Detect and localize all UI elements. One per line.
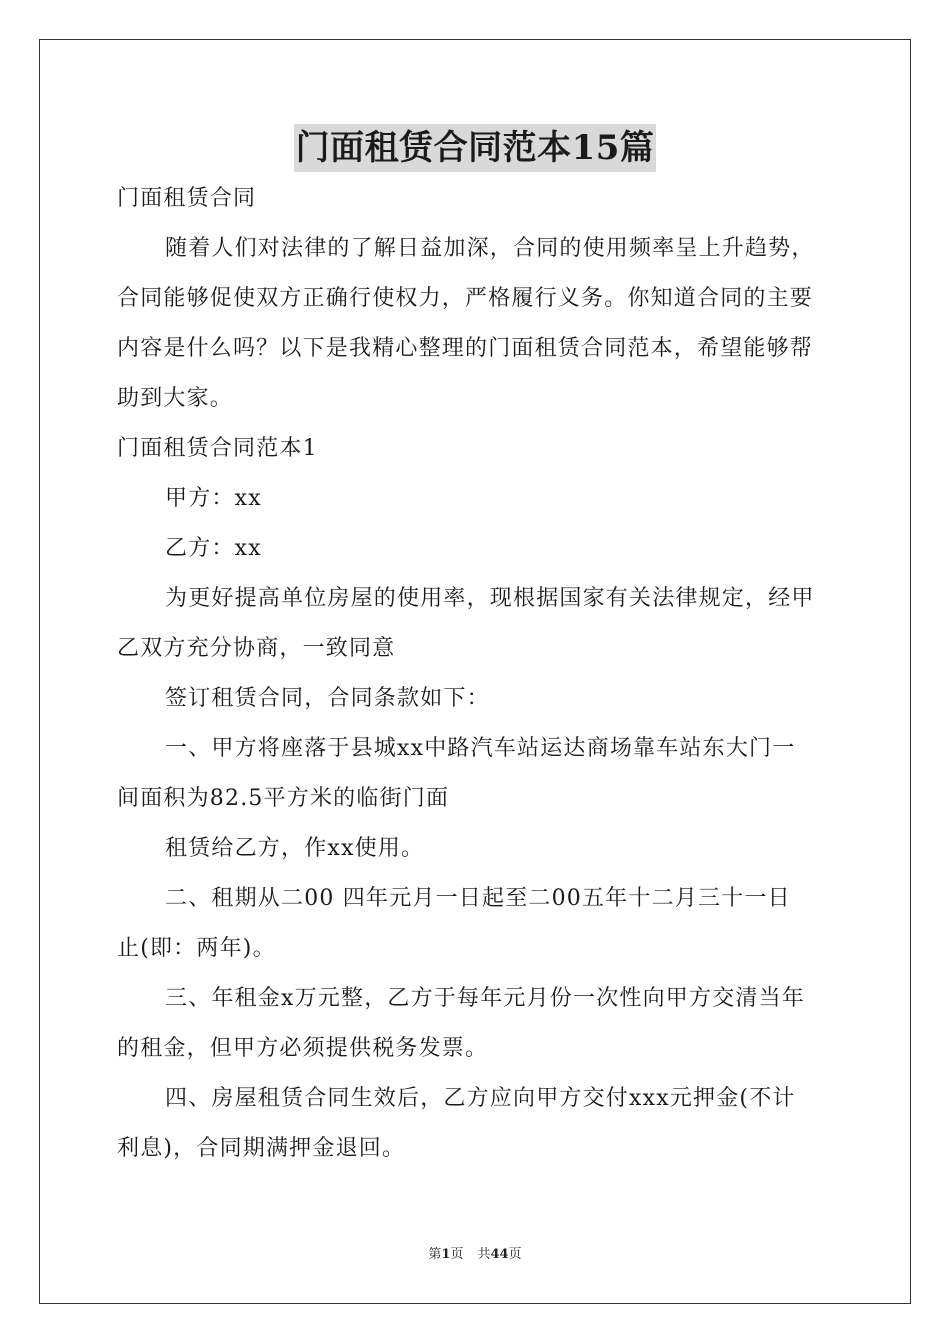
text-line: 间面积为82.5平方米的临街门面 bbox=[117, 786, 450, 811]
text-line: 三、年租金x万元整，乙方于每年元月份一次性向甲方交清当年 bbox=[165, 986, 806, 1011]
document-body bbox=[117, 174, 833, 1174]
footer-total-suffix: 页 bbox=[508, 1247, 522, 1262]
footer-total-prefix: 共 bbox=[477, 1247, 491, 1262]
text-line: 止(即：两年)。 bbox=[117, 936, 276, 961]
title-container bbox=[0, 124, 950, 172]
text-line: 乙方：xx bbox=[165, 536, 262, 561]
text-line: 甲方：xx bbox=[165, 486, 262, 511]
footer-page-number: 1 bbox=[441, 1247, 451, 1262]
footer-total-pages: 44 bbox=[490, 1247, 509, 1262]
footer-page-prefix: 第 bbox=[428, 1247, 442, 1262]
document-title: 门面租赁合同范本15篇 bbox=[294, 124, 657, 172]
text-line: 随着人们对法律的了解日益加深，合同的使用频率呈上升趋势， bbox=[165, 236, 815, 261]
text-line: 乙双方充分协商，一致同意 bbox=[117, 636, 396, 661]
page-footer bbox=[0, 1245, 950, 1265]
text-line: 四、房屋租赁合同生效后，乙方应向甲方交付xxx元押金(不计 bbox=[165, 1086, 796, 1111]
text-line: 租赁给乙方，作xx使用。 bbox=[165, 836, 425, 861]
text-line: 内容是什么吗？以下是我精心整理的门面租赁合同范本，希望能够帮 bbox=[117, 336, 814, 361]
text-line: 合同能够促使双方正确行使权力，严格履行义务。你知道合同的主要 bbox=[117, 286, 814, 311]
text-line: 门面租赁合同范本1 bbox=[117, 436, 318, 461]
text-line: 的租金，但甲方必须提供税务发票。 bbox=[117, 1036, 489, 1061]
text-line: 门面租赁合同 bbox=[117, 186, 257, 211]
text-line: 利息)，合同期满押金退回。 bbox=[117, 1136, 406, 1161]
text-line: 为更好提高单位房屋的使用率，现根据国家有关法律规定，经甲 bbox=[165, 586, 815, 611]
footer-page-suffix: 页 bbox=[450, 1247, 464, 1262]
text-line: 二、租期从二00 四年元月一日起至二00五年十二月三十一日 bbox=[165, 886, 791, 911]
text-line: 签订租赁合同，合同条款如下： bbox=[165, 686, 490, 711]
text-line: 助到大家。 bbox=[117, 386, 234, 411]
text-line: 一、甲方将座落于县城xx中路汽车站运达商场靠车站东大门一 bbox=[165, 736, 796, 761]
